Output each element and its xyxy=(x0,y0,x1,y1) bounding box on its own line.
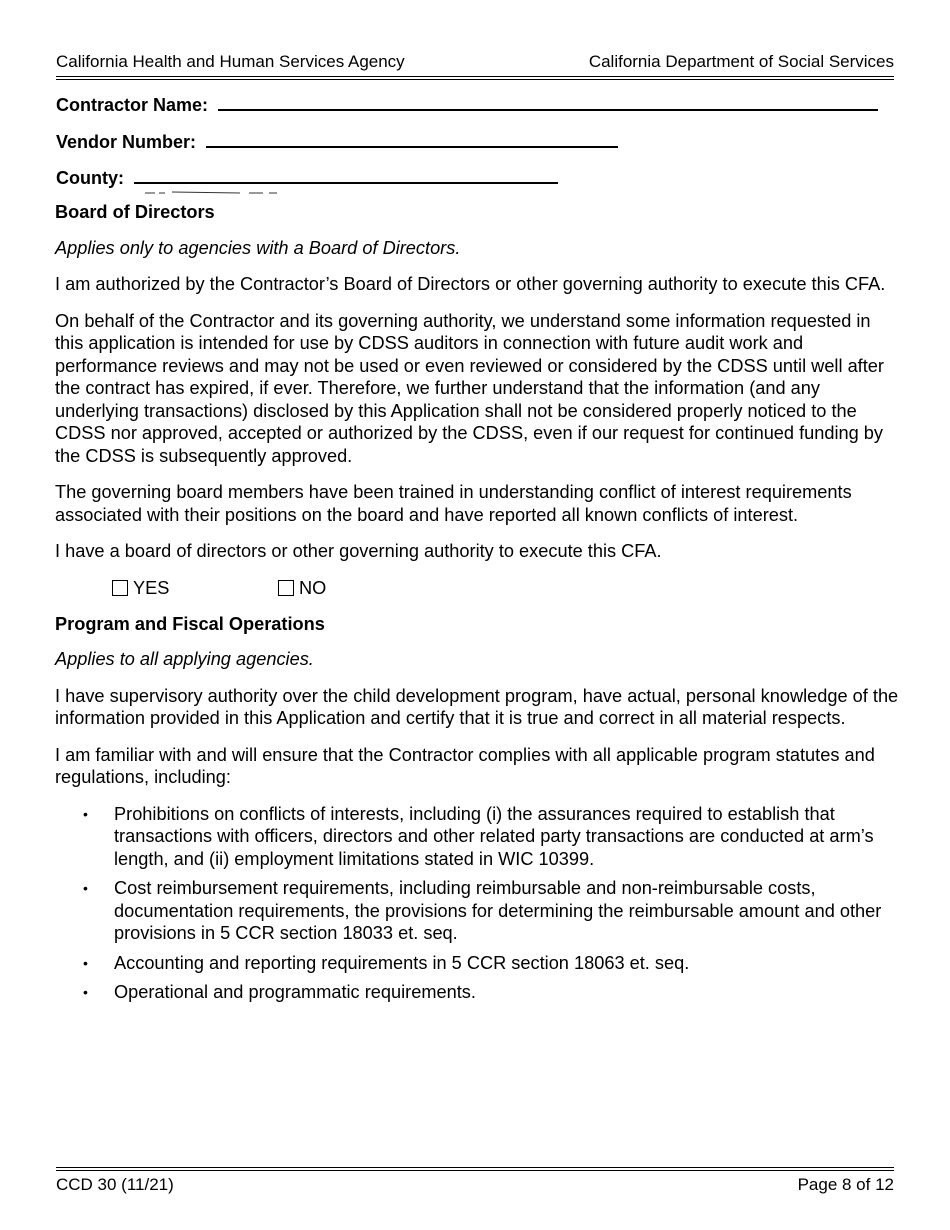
yes-option[interactable] xyxy=(112,577,169,600)
board-paragraph-3: The governing board members have been trained in understanding conflict of interest requirements associated with their positions on the board and have reported all known conflicts of interest. xyxy=(55,482,852,525)
list-item xyxy=(55,877,900,945)
document-body xyxy=(55,201,900,1011)
vendor-number-label: Vendor Number: xyxy=(56,132,197,152)
county-line[interactable] xyxy=(134,166,558,184)
bullet-icon: • xyxy=(83,880,88,896)
list-item-text: Prohibitions on conflicts of interests, including (i) the assurances required to establish that transactions with officers, directors and other related party transactions are conducted at arm’s length, and (ii) employment limitations stated in WIC 10399. xyxy=(114,803,874,869)
board-paragraph-1: I am authorized by the Contractor’s Board of Directors or other governing authority to execute this CFA. xyxy=(55,274,886,294)
list-item xyxy=(55,952,900,975)
header-agency: California Health and Human Services Agency xyxy=(56,52,405,71)
county-label: County: xyxy=(56,168,124,188)
list-item xyxy=(55,981,900,1004)
no-label: NO xyxy=(299,577,327,598)
list-item-text: Accounting and reporting requirements in 5 CCR section 18063 et. seq. xyxy=(114,952,690,973)
requirements-list xyxy=(55,803,900,1004)
yes-label: YES xyxy=(133,577,170,598)
bullet-icon: • xyxy=(83,954,88,971)
contractor-name-label: Contractor Name: xyxy=(56,95,209,115)
board-applies: Applies only to agencies with a Board of Directors. xyxy=(55,237,461,258)
header-department: California Department of Social Services xyxy=(588,52,894,71)
board-checkbox-group xyxy=(112,577,900,599)
form-number: CCD 30 (11/21) xyxy=(56,1175,174,1194)
vendor-number-line[interactable] xyxy=(206,130,618,148)
list-item xyxy=(55,803,900,871)
page-number: Page 8 of 12 xyxy=(797,1175,894,1194)
contractor-name-field[interactable] xyxy=(56,93,878,116)
list-item-text: Cost reimbursement requirements, including reimbursable and non-reimbursable costs, documentation requirements, the provisions for determining the reimbursable amount and other provisions in 5 CCR section 18033 et. seq. xyxy=(114,878,882,943)
stray-mark xyxy=(145,191,280,195)
header-rule xyxy=(56,76,894,80)
board-paragraph-2: On behalf of the Contractor and its governing authority, we understand some information requested in this application is intended for use by CDSS auditors in connection with future audit work and performance reviews and may not be used or even reviewed or considered by the CDSS until well after the contract has expired, if ever. Therefore, we further understand that the information (and any underlying transactions) disclosed by this Application shall not be considered properly noticed to the CDSS nor approved, accepted or authorized by the CDSS, even if our request for continued funding by the CDSS is subsequently approved. xyxy=(55,310,884,466)
bullet-icon: • xyxy=(83,984,88,1000)
no-checkbox[interactable] xyxy=(278,580,294,596)
board-paragraph-4: I have a board of directors or other governing authority to execute this CFA. xyxy=(55,541,662,561)
program-paragraph-1: I have supervisory authority over the child development program, have actual, personal knowledge of the information provided in this Application and certify that it is true and correct in all material respects. xyxy=(55,685,899,728)
footer-rule xyxy=(56,1167,894,1171)
bullet-icon: • xyxy=(83,805,88,822)
program-paragraph-2: I am familiar with and will ensure that the Contractor complies with all applicable program statutes and regulations, including: xyxy=(55,744,875,787)
program-heading: Program and Fiscal Operations xyxy=(55,613,325,634)
board-heading: Board of Directors xyxy=(55,202,215,222)
contractor-name-line[interactable] xyxy=(218,93,878,111)
no-option[interactable] xyxy=(278,577,326,600)
program-applies: Applies to all applying agencies. xyxy=(55,649,314,669)
vendor-number-field[interactable] xyxy=(56,130,618,153)
county-field[interactable] xyxy=(56,166,558,189)
list-item-text: Operational and programmatic requirements. xyxy=(114,982,476,1002)
yes-checkbox[interactable] xyxy=(112,580,128,596)
